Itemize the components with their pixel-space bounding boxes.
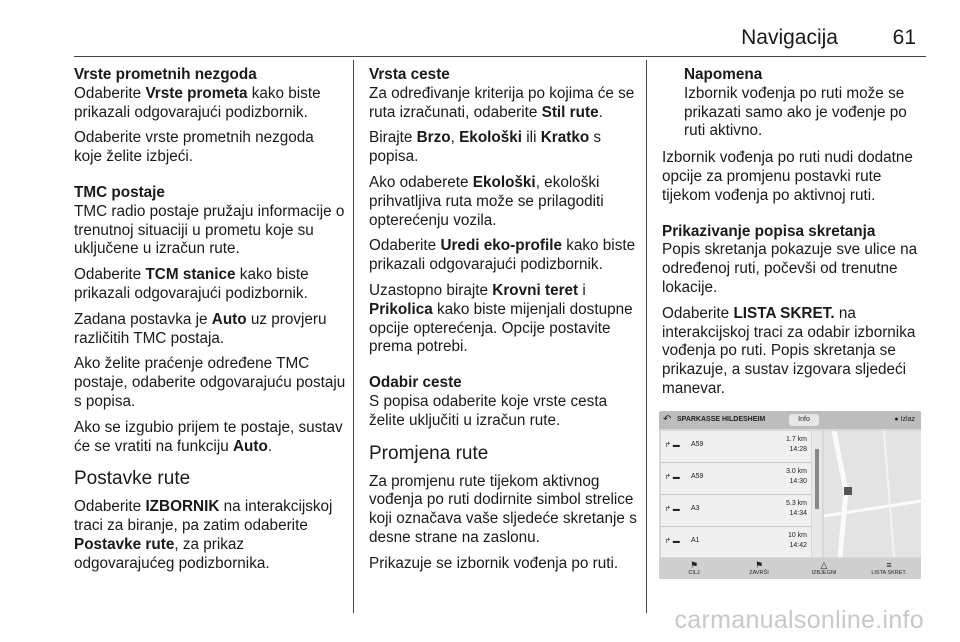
paragraph: Ako se izgubio prijem te postaje, sustav će se vratiti na funkciju Auto.	[74, 418, 343, 455]
row-road: A59	[691, 473, 704, 480]
list-item	[661, 495, 811, 527]
page-header	[0, 8, 916, 48]
column-divider-2	[646, 60, 647, 613]
screen-turn-list	[661, 431, 811, 557]
exit-icon: ●	[894, 416, 901, 423]
paragraph: Prikazuje se izbornik vođenja po ruti.	[369, 554, 619, 572]
paragraph: Odaberite TCM stanice kako biste prikazali odgovarajući podizbornik.	[74, 266, 309, 302]
paragraph: Ako želite praćenje određene TMC postaje, odaberite odgovarajuću postaju s popisa.	[74, 355, 346, 410]
paragraph: S popisa odaberite koje vrste cesta želite uključiti u izračun rute.	[369, 392, 608, 429]
page-number: 61	[892, 26, 916, 49]
heading-route-settings: Postavke rute	[74, 468, 191, 490]
paragraph: Ako odaberete Ekološki, ekološki prihvatljiva ruta može se prilagoditi opterećenju vozila.	[369, 173, 604, 229]
list-item	[661, 463, 811, 495]
row-time: 14:28	[789, 446, 807, 453]
row-road: A1	[691, 537, 700, 544]
heading-turn-list: Prikazivanje popisa skretanja	[662, 222, 876, 240]
row-distance: 10 km	[787, 532, 807, 539]
screen-button-turn-list: ≡ LISTA SKRET.	[864, 560, 914, 576]
paragraph: Za promjenu rute tijekom aktivnog vođenja po ruti dodirnite simbol strelice koji označava vaše sljedeće skretanje s desne strane na zaslonu.	[369, 472, 637, 546]
turn-arrow-icon: ↱ ▬	[665, 474, 680, 481]
note-text: Izbornik vođenja po ruti može se prikazati samo ako je vođenje po ruti aktivno.	[684, 84, 907, 140]
note-box	[662, 66, 930, 141]
row-time: 14:34	[789, 510, 807, 517]
map-roads-icon	[824, 431, 921, 557]
warning-icon: △	[820, 560, 828, 570]
list-item	[661, 431, 811, 463]
row-road: A3	[691, 505, 700, 512]
paragraph: Odaberite vrste prometnih nezgoda koje želite izbjeći.	[74, 129, 314, 166]
screen-button-avoid: △ IZBJEGNI	[799, 560, 849, 576]
column-divider-1	[353, 60, 354, 613]
screen-top-bar	[659, 411, 921, 429]
screen-exit-button: ● Izlaz	[894, 416, 915, 423]
paragraph: Odaberite LISTA SKRET. na interakcijskoj traci za odabir izbornika vođenja po ruti. Popis skretanja se prikazuje, a sustav izgovara sljedeći manevar.	[662, 304, 916, 397]
column-1	[74, 66, 346, 581]
navigation-screen-figure	[659, 411, 921, 579]
paragraph: Odaberite Uredi eko-profile kako biste prikazali odgovarajući podizbornik.	[369, 237, 636, 274]
turn-arrow-icon: ↱ ▬	[665, 442, 680, 449]
list-item	[661, 527, 811, 558]
row-distance: 3.0 km	[785, 468, 807, 475]
note-heading: Napomena	[684, 66, 763, 83]
paragraph: Izbornik vođenja po ruti nudi dodatne opcije za promjenu postavki rute tijekom vođenja po aktivnoj ruti.	[662, 149, 913, 204]
row-time: 14:30	[789, 478, 807, 485]
heading-traffic-types: Vrste prometnih nezgoda	[74, 66, 257, 83]
flag-icon: ⚑	[689, 560, 699, 570]
screen-map	[824, 431, 921, 557]
turn-arrow-icon: ↱ ▬	[665, 506, 680, 513]
row-distance: 5.3 km	[785, 500, 807, 507]
chapter-title: Navigacija	[741, 26, 838, 49]
heading-route-change: Promjena rute	[369, 442, 489, 464]
paragraph: Birajte Brzo, Ekološki ili Kratko s popisa.	[369, 129, 602, 166]
row-distance: 1.7 km	[785, 436, 807, 443]
screen-info-button: Info	[789, 414, 819, 426]
screen-bottom-bar	[659, 558, 921, 579]
paragraph: Zadana postavka je Auto uz provjeru različitih TMC postaja.	[74, 310, 327, 347]
screen-destination: SPARKASSE HILDESHEIM	[677, 416, 766, 423]
row-road: A59	[691, 441, 704, 448]
screen-scrollbar	[812, 431, 822, 557]
watermark: carmanualsonline.info	[674, 606, 924, 634]
heading-road-type: Vrsta ceste	[369, 66, 450, 83]
column-3	[662, 66, 930, 406]
finish-flag-icon: ⚑	[754, 560, 764, 570]
heading-tmc-stations: TMC postaje	[74, 183, 165, 201]
paragraph: Za određivanje kriterija po kojima će se ruta izračunati, odaberite Stil rute.	[369, 84, 635, 121]
paragraph: Odaberite IZBORNIK na interakcijskoj traci za biranje, pa zatim odaberite Postavke rute, za prikaz odgovarajućeg podizbornika.	[74, 498, 333, 572]
back-arrow-icon: ↶	[663, 414, 672, 425]
header-rule	[74, 56, 926, 57]
screen-button-end: ⚑ ZAVRŠI	[734, 560, 784, 576]
heading-road-selection: Odabir ceste	[369, 374, 462, 392]
paragraph: TMC radio postaje pružaju informacije o trenutnoj situaciji u prometu koje su uključene u izračun rute.	[74, 202, 345, 258]
screen-button-destination: ⚑ CILJ	[669, 560, 719, 576]
paragraph: Popis skretanja pokazuje sve ulice na određenoj ruti, počevši od trenutne lokacije.	[662, 241, 918, 296]
turn-arrow-icon: ↱ ▬	[665, 538, 680, 545]
list-icon: ≡	[886, 560, 892, 570]
column-2	[369, 66, 639, 581]
paragraph: Odaberite Vrste prometa kako biste prikazali odgovarajući podizbornik.	[74, 84, 321, 121]
row-time: 14:42	[789, 542, 807, 549]
paragraph: Uzastopno birajte Krovni teret i Prikolica kako biste mijenjali dostupne opcije opterećenja. Opcije postavite prema potrebi.	[369, 281, 633, 356]
